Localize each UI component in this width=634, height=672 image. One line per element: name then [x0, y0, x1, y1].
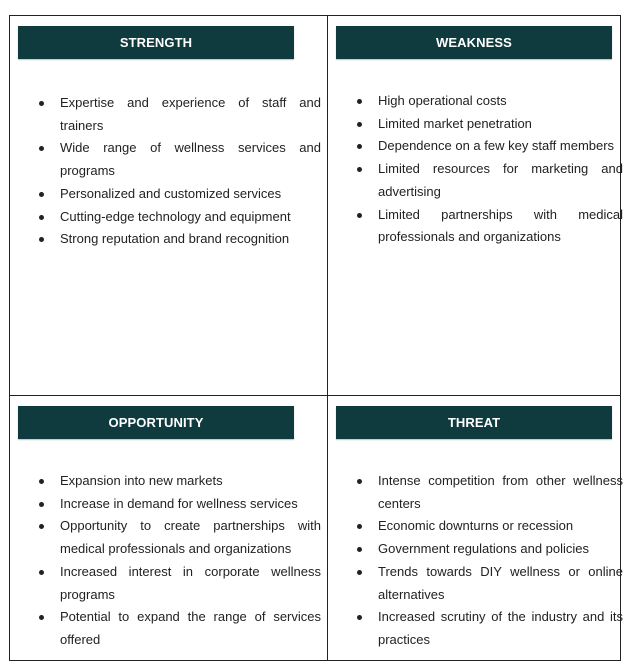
list-item: Cutting-edge technology and equipment — [38, 206, 321, 229]
list-item: Personalized and customized services — [38, 183, 321, 206]
threat-header: THREAT — [336, 406, 612, 439]
list-item: Potential to expand the range of services offered — [38, 606, 321, 651]
list-item: Government regulations and policies — [356, 538, 623, 561]
list-item: Increased scrutiny of the industry and its practices — [356, 606, 623, 651]
strength-list — [38, 92, 321, 251]
list-item: Opportunity to create partnerships with medical professionals and organizations — [38, 515, 321, 560]
strength-cell — [10, 16, 327, 395]
list-item: Increased interest in corporate wellness programs — [38, 561, 321, 606]
list-item: Increase in demand for wellness services — [38, 493, 321, 516]
swot-table — [9, 15, 621, 661]
weakness-cell — [328, 16, 623, 395]
opportunity-header: OPPORTUNITY — [18, 406, 294, 439]
list-item: Strong reputation and brand recognition — [38, 228, 321, 251]
list-item: Expertise and experience of staff and trainers — [38, 92, 321, 137]
list-item: Limited market penetration — [356, 113, 623, 136]
opportunity-list — [38, 470, 321, 652]
list-item: Trends towards DIY wellness or online alternatives — [356, 561, 623, 606]
list-item: Dependence on a few key staff members — [356, 135, 623, 158]
weakness-header: WEAKNESS — [336, 26, 612, 59]
list-item: Wide range of wellness services and programs — [38, 137, 321, 182]
list-item: Intense competition from other wellness centers — [356, 470, 623, 515]
strength-header: STRENGTH — [18, 26, 294, 59]
threat-cell — [328, 396, 623, 660]
list-item: Limited partnerships with medical professionals and organizations — [356, 204, 623, 249]
list-item: Limited resources for marketing and advertising — [356, 158, 623, 203]
list-item: Economic downturns or recession — [356, 515, 623, 538]
threat-list — [356, 470, 623, 652]
list-item: Expansion into new markets — [38, 470, 321, 493]
list-item: High operational costs — [356, 90, 623, 113]
opportunity-cell — [10, 396, 327, 660]
weakness-list — [356, 90, 623, 249]
